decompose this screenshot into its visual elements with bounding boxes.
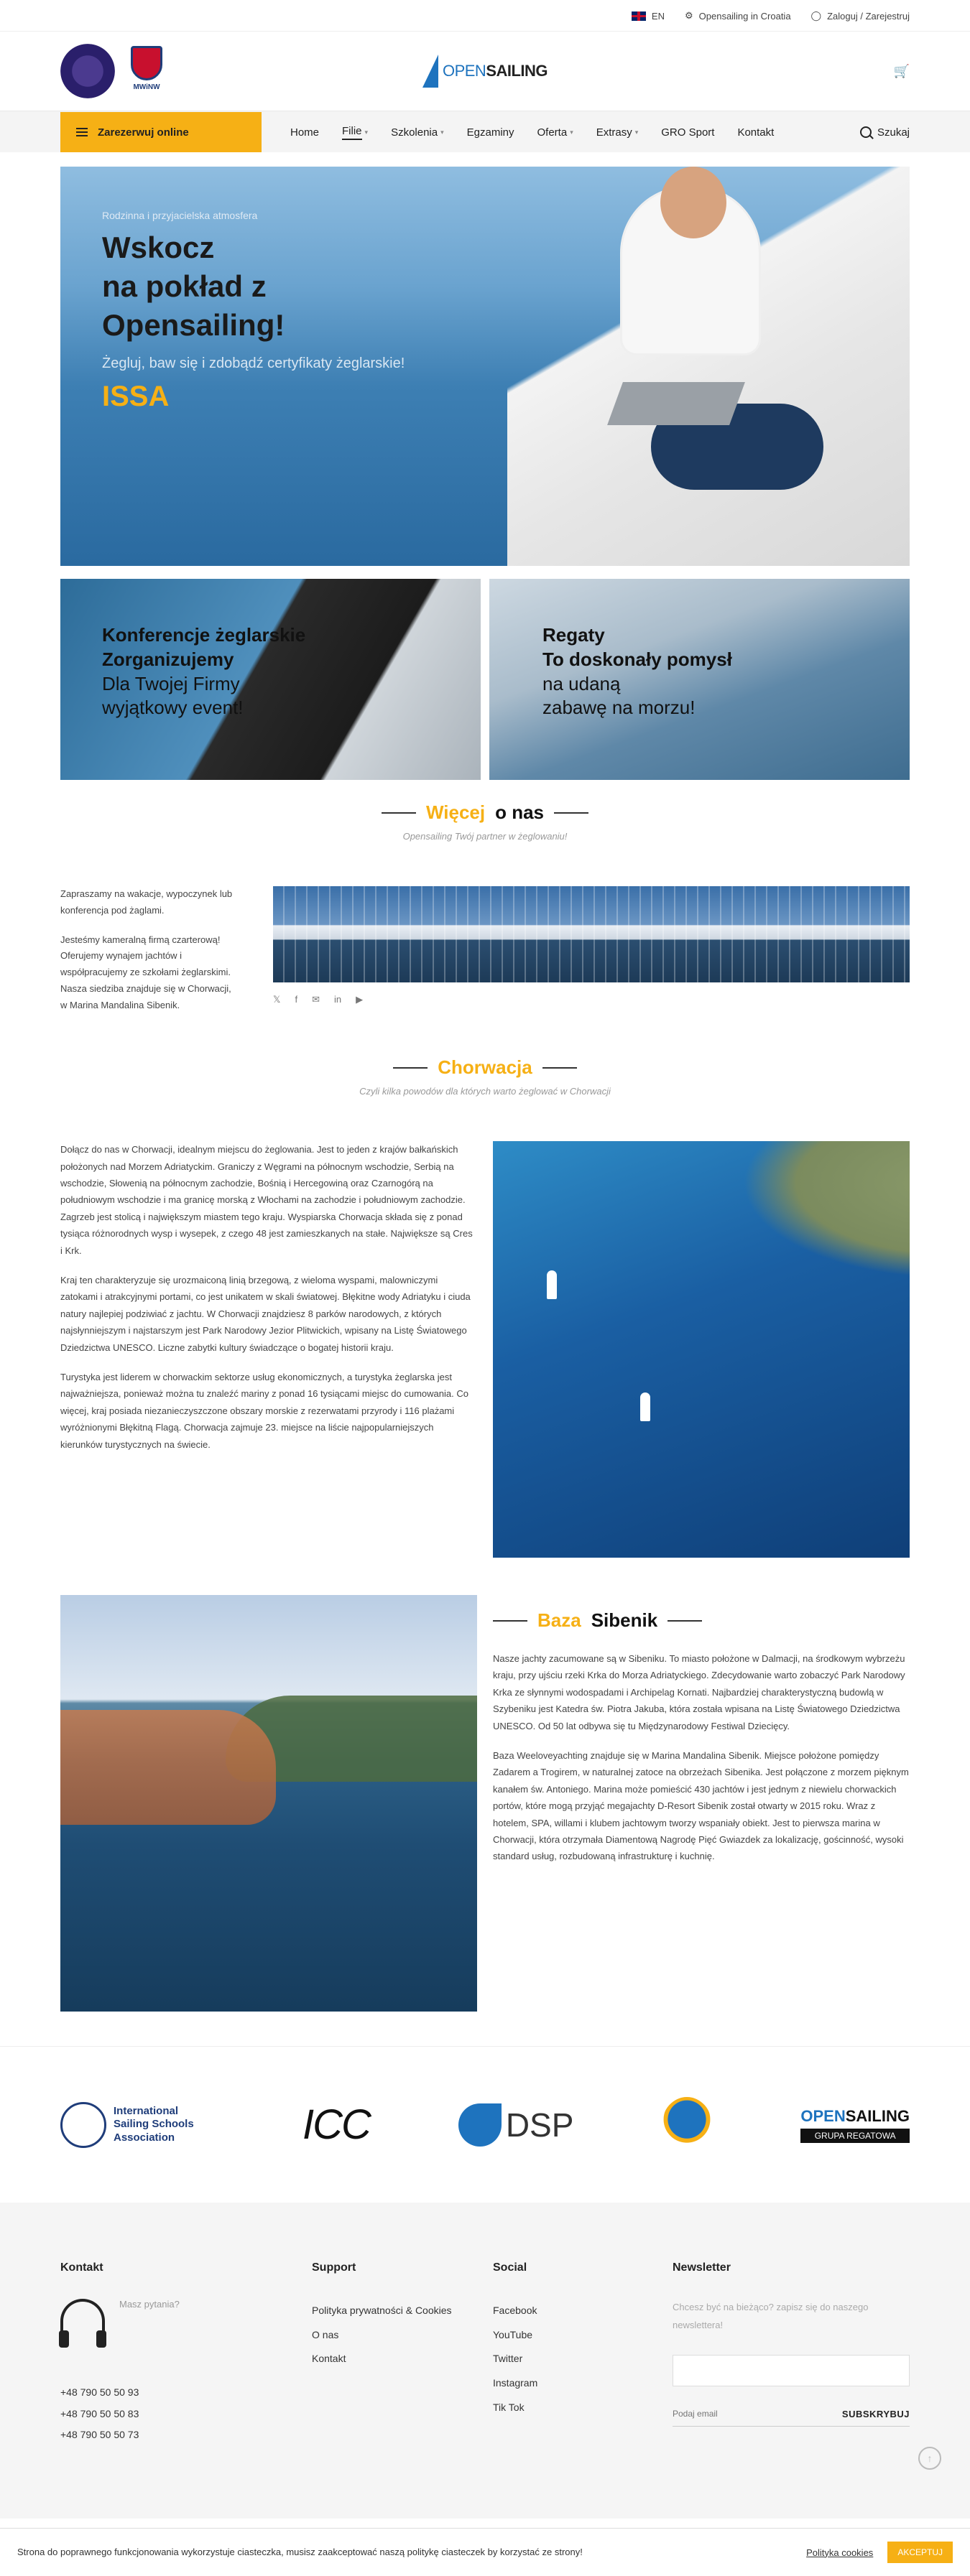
youtube-icon[interactable]: ▶	[356, 994, 364, 1005]
nav-item-szkolenia[interactable]	[379, 125, 456, 140]
divider	[668, 1620, 702, 1622]
site-footer	[0, 2203, 970, 2519]
partner-badges	[60, 44, 276, 98]
croatia-section	[60, 1141, 910, 1558]
sibenik-paragraph: Baza Weeloveyachting znajduje się w Marina Mandalina Sibenik. Miejsce położone pomiędzy Zadarem a Trogirem, w naturalnej zatoce na obrzeżach Sibenika. Jest połączone z morzem pięknym kanałem św. Antoniego. Marina może pomieścić 430 jachtów i jest jednym z niewielu chorwackich portów, które mogą przyjąć megajachty D-Resort Sibenik został otwarty w 2015 roku. Wraz z hotelem, SPA, willami i klubem jachtowym tworzy wspaniały obiekt. Jest to pierwsza marina w Chorwacji, która otrzymała Diamentową Nagrodę Pięć Gwiazdek za lokalizację, gościnność, wysoki standard usług, rozbudowaną infrastrukturę i kuchnię.	[493, 1750, 909, 1862]
promo-conferences[interactable]	[60, 579, 481, 780]
promo-line: na udaną	[542, 672, 621, 694]
lowcy-logo[interactable]	[662, 2097, 712, 2153]
sailing-association-badge[interactable]	[60, 44, 115, 98]
promo-line: zabawę na morzu!	[542, 697, 696, 719]
phone-list	[60, 2382, 312, 2445]
section-title	[60, 1056, 910, 1079]
og-logo-text	[800, 2107, 910, 2126]
section-subtitle: Opensailing Twój partner w żeglowaniu!	[402, 831, 568, 842]
subscribe-button[interactable]: SUBSKRYBUJ	[841, 2408, 910, 2419]
footer-link-youtube[interactable]: YouTube	[493, 2328, 533, 2340]
og-logo-bar: GRUPA REGATOWA	[800, 2129, 910, 2143]
divider	[493, 1620, 527, 1622]
section-subtitle: Czyli kilka powodów dla których warto żeglować w Chorwacji	[359, 1086, 611, 1097]
croatia-paragraph: Turystyka jest liderem w chorwackim sektorze usług ekonomicznych, a turystyka żeglarska jest najważniejsza, ponieważ można tu znaleźć mariny z ponad 16 tysiącami miejsc do cumowania. Co więcej, kraj posiada niezanieczyszczone obszary morskie z rezerwatami przyrody i 116 plażami wyróżnionymi Błękitną Flagą. Chorwacja zajmuje 23. miejsce na liście najpopularniejszych kierunków turystycznych na świecie.	[60, 1371, 468, 1450]
about-text	[60, 886, 240, 1013]
newsletter-text: Chcesz być na bieżąco? zapisz się do naszego newslettera!	[673, 2302, 869, 2330]
footer-heading: Support	[312, 2261, 356, 2274]
divider	[542, 1067, 577, 1069]
ministry-badge[interactable]	[128, 46, 165, 96]
promo-line: To doskonały pomysł	[542, 648, 732, 670]
opensailing-regatta-logo[interactable]	[800, 2107, 910, 2143]
support-links	[312, 2299, 493, 2371]
footer-link-facebook[interactable]: Facebook	[493, 2305, 537, 2317]
cart-icon[interactable]: 🛒	[893, 63, 910, 78]
cookie-policy-link[interactable]: Polityka cookies	[806, 2547, 874, 2558]
promo-line: Zorganizujemy	[102, 648, 234, 670]
nav-item-label: Filie	[342, 125, 362, 140]
account-link[interactable]	[811, 10, 910, 22]
title-accent: Baza	[537, 1609, 581, 1632]
location-link-label: Opensailing in Croatia	[698, 10, 791, 22]
title-accent: Więcej	[425, 801, 486, 823]
nav-item-oferta[interactable]	[526, 125, 585, 140]
hero-title	[102, 228, 405, 344]
hero-highlight: ISSA	[102, 381, 170, 413]
nav-item-label: Home	[290, 126, 320, 139]
newsletter-email-input[interactable]	[673, 2409, 842, 2419]
newsletter-form	[673, 2402, 910, 2427]
promo-text	[102, 623, 305, 720]
back-to-top-icon[interactable]: ↑	[918, 2447, 941, 2470]
issa-logo-text	[114, 2105, 214, 2145]
brand-part2: SAILING	[486, 62, 548, 80]
nav-item-label: Oferta	[537, 126, 568, 139]
footer-link-privacy[interactable]: Polityka prywatności & Cookies	[312, 2305, 452, 2317]
cookie-banner	[0, 2528, 970, 2575]
issa-line: International	[114, 2104, 179, 2117]
about-paragraph: Jesteśmy kameralną firmą czarterową! Oferujemy wynajem jachtów i współpracujemy ze szkołami żeglarskimi. Nasza siedziba znajduje się w Chorwacji, w Marina Mandalina Sibenik.	[60, 934, 231, 1010]
dsp-wave-icon	[458, 2103, 502, 2147]
language-label: EN	[651, 10, 665, 22]
phone-number[interactable]: +48 790 50 50 93	[60, 2386, 139, 2399]
title-rest: o nas	[495, 801, 545, 823]
issa-line: Association	[114, 2131, 175, 2144]
hero-title-line: na pokład z	[102, 269, 267, 303]
croatia-aerial-image	[493, 1141, 910, 1558]
footer-support	[312, 2261, 493, 2445]
issa-logo[interactable]	[60, 2102, 214, 2148]
brand-part1: OPEN	[442, 62, 486, 80]
linkedin-icon[interactable]: in	[334, 994, 342, 1005]
uk-flag-icon	[632, 11, 646, 21]
hero-subtitle: Żegluj, baw się i zdobądź certyfikaty żeglarskie!	[102, 355, 405, 372]
hero-text	[102, 210, 405, 413]
site-header	[0, 32, 970, 111]
footer-link-about[interactable]: O nas	[312, 2328, 339, 2340]
phone-number[interactable]: +48 790 50 50 73	[60, 2429, 139, 2441]
sibenik-paragraph: Nasze jachty zacumowane są w Sibeniku. To miasto położone w Dalmacji, na środkowym wybrzeżu kraju, przy ujściu rzeki Krka do Morza Adriatyckiego. Zdecydowanie warto zobaczyć Park Narodowy Krka ze słynnymi wodospadami i Archipelag Kornati. Najbardziej charakterystyczną budowlą w Szybeniku jest Katedra św. Piotra Jakuba, która została wpisana na Listę Światowego Dziedzictwa UNESCO. Od 50 lat odbywa się tu Międzynarodowy Festiwal Dziecięcy.	[493, 1653, 905, 1731]
hero-title-line: Opensailing!	[102, 307, 285, 342]
footer-social	[493, 2261, 673, 2445]
section-title	[60, 801, 910, 824]
menu-icon	[76, 128, 88, 136]
social-share	[273, 994, 910, 1005]
divider	[382, 812, 416, 814]
sibenik-aerial-image	[60, 1595, 477, 2012]
cookie-message: Strona do poprawnego funkcjonowania wykorzystuje ciasteczka, musisz zaakceptować naszą politykę ciasteczek by korzystać ze strony!	[17, 2547, 583, 2558]
about-paragraph: Zapraszamy na wakacje, wypoczynek lub konferencja pod żaglami.	[60, 888, 233, 916]
nav-item-extrasy[interactable]	[585, 125, 650, 140]
nav-item-label: Extrasy	[596, 126, 632, 139]
footer-contact	[60, 2261, 312, 2445]
croatia-paragraph: Dołącz do nas w Chorwacji, idealnym miejscu do żeglowania. Jest to jeden z krajów bałkańskich położonych nad Morzem Adriatyckim. Graniczy z Węgrami na północnym wschodzie, Serbią na wschodzie, Słowenią na północnym zachodzie, Bośnią i Hercegowiną oraz Czarnogórą na południowym wschodzie i ma granicę morską z Włochami na zachodzie i południowym zachodzie. Zagrzeb jest stolicą i największym miastem tego kraju. Wyspiarska Chorwacja składa się z ponad tysiąca różnorodnych wysp i wysepek, z czego 48 jest zamieszkanych na stałe. Największe są Cres i Krk.	[60, 1144, 473, 1256]
about-heading	[60, 801, 910, 842]
promo-regatta[interactable]	[489, 579, 910, 780]
dsp-logo[interactable]	[458, 2103, 574, 2147]
user-icon: ◯	[810, 10, 822, 21]
footer-heading: Newsletter	[673, 2261, 731, 2274]
og-part1: OPEN	[800, 2106, 846, 2125]
town-image	[60, 1710, 276, 1825]
search-icon	[860, 126, 872, 138]
promo-line: Konferencje żeglarskie	[102, 624, 306, 646]
footer-heading: Social	[493, 2261, 527, 2274]
yacht-image	[640, 1392, 650, 1421]
newsletter-name-field[interactable]	[673, 2355, 910, 2386]
search-button[interactable]	[860, 126, 910, 139]
nav-item-filie[interactable]	[331, 125, 379, 140]
chevron-down-icon: ▾	[440, 128, 444, 136]
promo-line: Dla Twojej Firmy	[102, 672, 240, 694]
section-title	[493, 1604, 910, 1637]
nav-menu	[279, 125, 860, 140]
croatia-heading	[60, 1056, 910, 1097]
promo-line: wyjątkowy event!	[102, 697, 244, 719]
hero-banner	[60, 167, 910, 566]
reserve-online-button[interactable]	[60, 112, 262, 152]
promo-text	[542, 623, 732, 720]
croatia-paragraph: Kraj ten charakteryzuje się urozmaiconą linią brzegową, z wieloma wyspami, malowniczymi zatokami i atrakcyjnymi portami, co jest unikatem w skali światowej. Błękitne wody Adriatyku i ciuda natury najlepiej podziwiać z jachtu. W Chorwacji znajdziesz 8 parków narodowych, z których najsłynniejszym i najstarszym jest Park Narodowy Jezior Plitwickich, wpisany na Listę Światowego Dziedzictwa UNESCO. Liczne zabytki kultury świadczące o bogatej historii kraju.	[60, 1274, 471, 1353]
nav-item-label: GRO Sport	[661, 126, 715, 139]
facebook-icon[interactable]: f	[295, 994, 298, 1005]
title-accent: Chorwacja	[438, 1056, 532, 1079]
chevron-down-icon: ▾	[570, 128, 573, 136]
about-section	[60, 886, 910, 1013]
nav-item-label: Egzaminy	[466, 126, 514, 139]
issa-emblem-icon	[60, 2102, 106, 2148]
title-rest: Sibenik	[591, 1609, 658, 1632]
phone-number[interactable]: +48 790 50 50 83	[60, 2407, 139, 2419]
support-line	[60, 2299, 312, 2339]
accept-cookies-button[interactable]: AKCEPTUJ	[887, 2542, 953, 2563]
dsp-logo-text: DSP	[505, 2106, 574, 2144]
location-link[interactable]	[685, 10, 791, 22]
language-switcher[interactable]	[632, 11, 665, 22]
sibenik-section	[60, 1595, 910, 2012]
search-label: Szukaj	[877, 126, 910, 139]
account-link-label: Zaloguj / Zarejestruj	[827, 10, 910, 22]
promo-tiles	[60, 579, 910, 780]
ministry-badge-label: MWiNW	[133, 83, 160, 91]
site-logo[interactable]	[276, 55, 694, 88]
support-question: Masz pytania?	[119, 2299, 180, 2310]
hero-eyebrow: Rodzinna i przyjacielska atmosfera	[102, 210, 258, 221]
yacht-image	[547, 1270, 557, 1299]
about-media	[273, 886, 910, 1013]
hero-person-head	[660, 167, 726, 238]
nav-item-home[interactable]	[279, 125, 331, 140]
footer-link-tiktok[interactable]: Tik Tok	[493, 2401, 525, 2413]
main-nav	[0, 111, 970, 152]
chevron-down-icon: ▾	[634, 128, 639, 136]
top-bar	[0, 0, 970, 32]
nav-item-label: Kontakt	[737, 126, 775, 139]
chevron-down-icon: ▾	[364, 128, 369, 136]
nav-item-egzaminy[interactable]	[456, 125, 526, 140]
footer-heading: Kontakt	[60, 2261, 103, 2274]
reserve-online-label: Zarezerwuj online	[98, 126, 189, 139]
shield-icon	[131, 46, 162, 80]
social-links	[493, 2299, 673, 2419]
brand-name	[443, 62, 548, 80]
headphones-icon	[60, 2299, 105, 2339]
og-part2: SAILING	[845, 2106, 910, 2125]
partner-logos	[0, 2046, 970, 2203]
divider	[393, 1067, 428, 1069]
footer-newsletter	[673, 2261, 910, 2445]
footer-link-instagram[interactable]: Instagram	[493, 2377, 538, 2389]
footer-link-twitter[interactable]: Twitter	[493, 2353, 523, 2365]
issa-line: Sailing Schools	[114, 2118, 194, 2131]
laptop-image	[607, 382, 745, 425]
sail-icon	[422, 55, 438, 88]
icc-logo[interactable]: ICC	[302, 2101, 370, 2149]
mail-icon[interactable]: ✉	[312, 994, 320, 1005]
marina-panorama-image	[273, 886, 910, 982]
promo-line: Regaty	[542, 624, 605, 646]
hero-title-line: Wskocz	[102, 231, 215, 264]
sibenik-text	[493, 1595, 910, 2012]
croatia-text	[60, 1141, 473, 1558]
nav-item-label: Szkolenia	[391, 126, 438, 139]
nav-item-gro-sport[interactable]	[650, 125, 726, 140]
gear-icon: ⚙	[684, 10, 693, 21]
divider	[554, 812, 588, 814]
footer-link-contact[interactable]: Kontakt	[312, 2353, 346, 2365]
twitter-icon[interactable]: 𝕏	[273, 994, 281, 1005]
nav-item-kontakt[interactable]	[726, 125, 785, 140]
